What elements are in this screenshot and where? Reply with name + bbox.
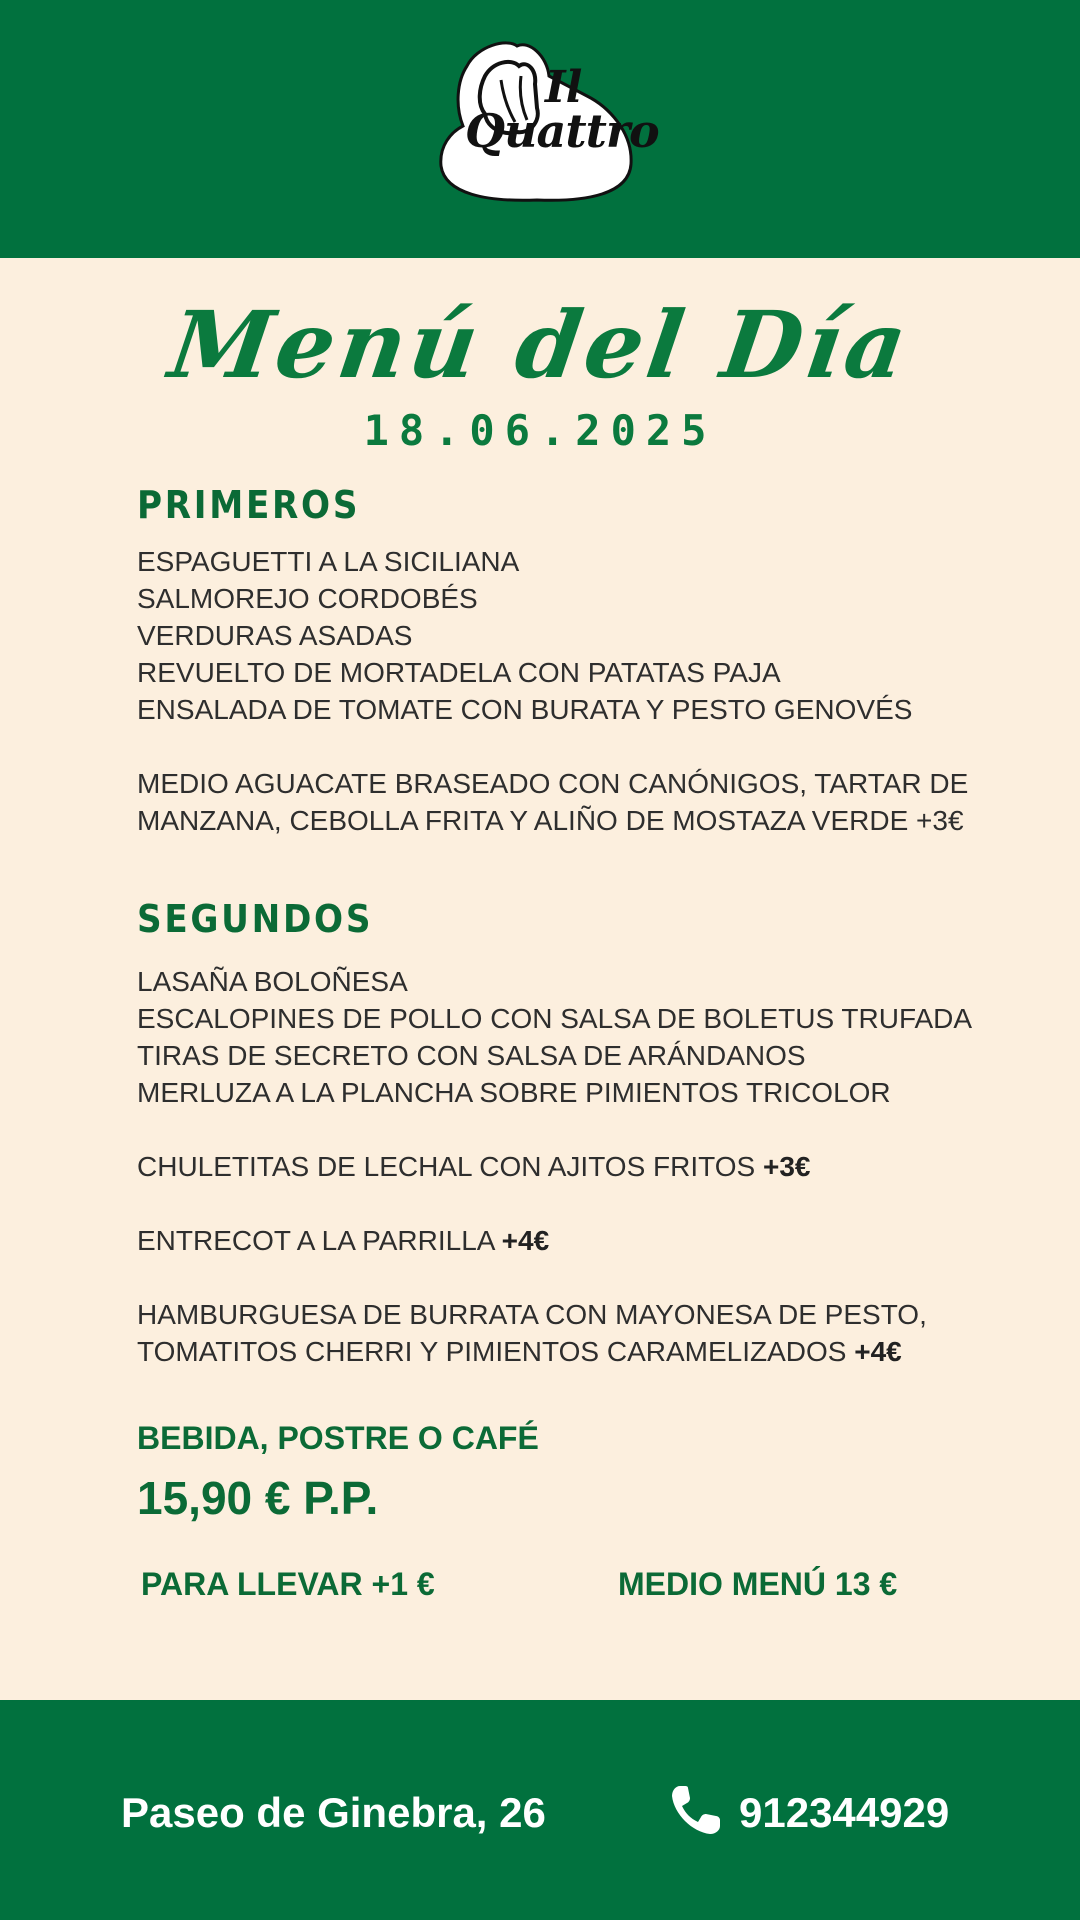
list-item: LASAÑA BOLOÑESA xyxy=(137,966,408,997)
list-item: ESCALOPINES DE POLLO CON SALSA DE BOLETUS TRUFADA xyxy=(137,1003,973,1034)
restaurant-logo xyxy=(437,36,659,206)
logo-text-il: Il xyxy=(545,62,583,113)
phone-number: 912344929 xyxy=(739,1789,950,1836)
list-item xyxy=(137,1148,1017,1185)
list-item: REVUELTO DE MORTADELA CON PATATAS PAJA xyxy=(137,657,781,688)
list-item: TIRAS DE SECRETO CON SALSA DE ARÁNDANOS xyxy=(137,1040,806,1071)
list-item: SALMOREJO CORDOBÉS xyxy=(137,583,478,614)
phone-icon xyxy=(668,1782,724,1838)
list-item: MANZANA, CEBOLLA FRITA Y ALIÑO DE MOSTAZA VERDE +3€ xyxy=(137,805,964,836)
dish-supplement: +3€ xyxy=(762,1151,811,1182)
half-menu-label: MEDIO MENÚ 13 € xyxy=(618,1566,898,1602)
address-text: Paseo de Ginebra, 26 xyxy=(121,1789,546,1836)
menu-date: 18.06.2025 xyxy=(363,406,717,455)
takeaway-label: PARA LLEVAR +1 € xyxy=(141,1566,435,1602)
list-item: ENSALADA DE TOMATE CON BURATA Y PESTO GENOVÉS xyxy=(137,694,913,725)
list-item: HAMBURGUESA DE BURRATA CON MAYONESA DE PESTO, xyxy=(137,1299,927,1330)
dish-name: CHULETITAS DE LECHAL CON AJITOS FRITOS xyxy=(137,1151,763,1182)
list-item: MEDIO AGUACATE BRASEADO CON CANÓNIGOS, TARTAR DE xyxy=(137,768,969,799)
page-title: Menú del Día xyxy=(163,291,917,399)
dish-supplement: +4€ xyxy=(501,1225,550,1256)
spacer xyxy=(137,1259,1017,1296)
spacer xyxy=(137,1111,1017,1148)
dish-name: ENTRECOT A LA PARRILLA xyxy=(137,1225,502,1256)
list-item: VERDURAS ASADAS xyxy=(137,620,413,651)
primeros-list xyxy=(137,543,1017,839)
section-heading-segundos: SEGUNDOS xyxy=(137,897,374,941)
logo-text-name: Quattro xyxy=(465,104,659,158)
section-heading-primeros: PRIMEROS xyxy=(137,483,361,527)
includes-label: BEBIDA, POSTRE O CAFÉ xyxy=(137,1420,539,1456)
list-item: ESPAGUETTI A LA SICILIANA xyxy=(137,546,520,577)
list-item xyxy=(137,1222,1017,1259)
list-item xyxy=(137,1333,1017,1370)
menu-price: 15,90 € P.P. xyxy=(137,1472,379,1524)
dish-supplement: +4€ xyxy=(854,1336,902,1367)
list-item: MERLUZA A LA PLANCHA SOBRE PIMIENTOS TRICOLOR xyxy=(137,1077,891,1108)
spacer xyxy=(137,1185,1017,1222)
dish-name: TOMATITOS CHERRI Y PIMIENTOS CARAMELIZADOS xyxy=(137,1336,855,1367)
segundos-list xyxy=(137,963,1017,1370)
spacer xyxy=(137,728,1017,765)
